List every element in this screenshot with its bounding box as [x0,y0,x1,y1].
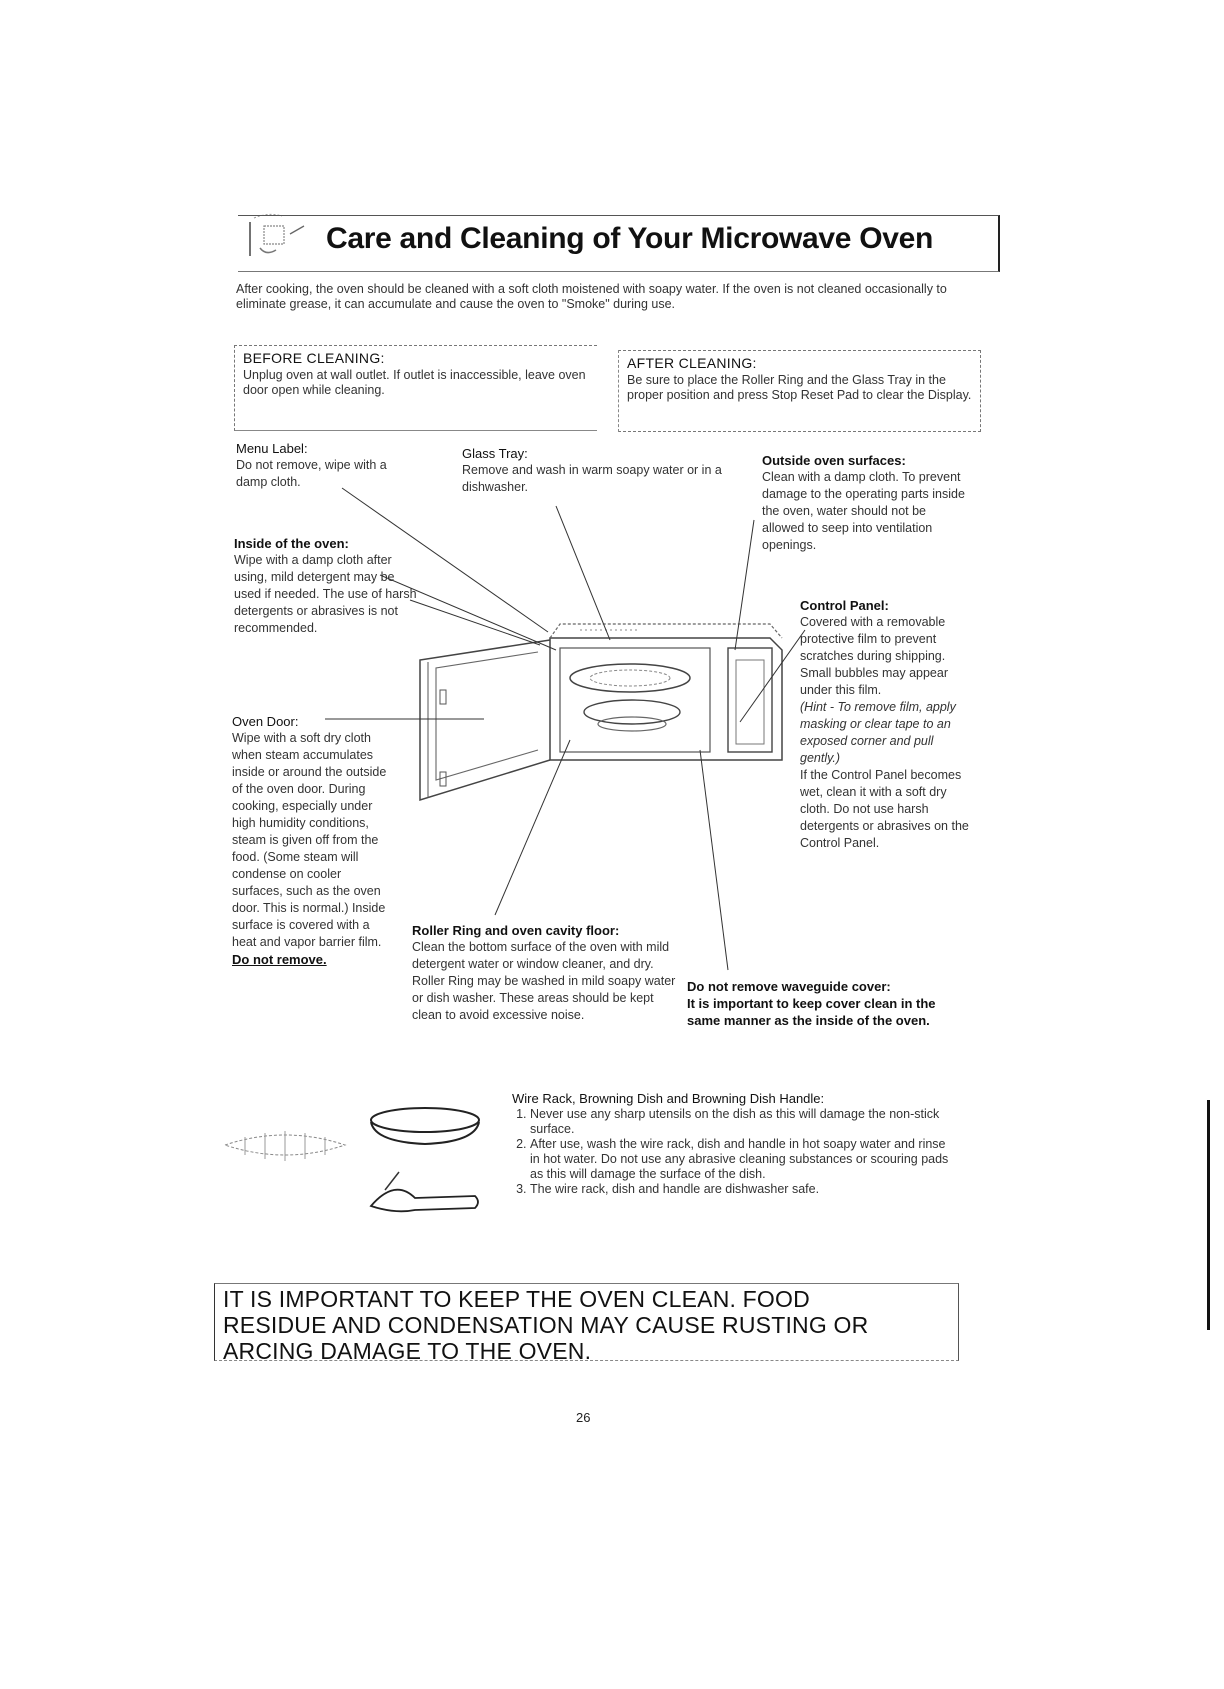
oven-door-heading: Oven Door: [232,714,299,729]
browning-dish-icon [365,1098,485,1158]
roller-ring-text: Clean the bottom surface of the oven with mild detergent water or window cleaner, and dry. Roller Ring may be washed in mild soapy water or dish washer. These areas should be kept clean to avoid excessive noise. [412,940,676,1022]
after-cleaning-text: Be sure to place the Roller Ring and the Glass Tray in the proper position and press Stop Reset Pad to clear the Display. [627,373,972,402]
microwave-illustration [410,600,790,810]
wire-rack-section [512,1090,952,1197]
wire-rack-icon [215,1115,355,1175]
outside-surfaces-section [762,452,967,554]
outside-surfaces-text: Clean with a damp cloth. To prevent damage to the operating parts inside the oven, water should not be allowed to seep into ventilation openings. [762,470,965,552]
waveguide-text: It is important to keep cover clean in the same manner as the inside of the oven. [687,996,936,1028]
menu-label-heading: Menu Label: [236,441,308,456]
intro-paragraph: After cooking, the oven should be cleaned with a soft cloth moistened with soapy water. If the oven is not cleaned occasionally to eliminate grease, it can accumulate and cause the oven to "Smoke" during use. [236,282,947,311]
oven-door-emphasis: Do not remove. [232,952,327,967]
waveguide-section [687,978,957,1029]
before-cleaning-text: Unplug oven at wall outlet. If outlet is inaccessible, leave oven door open while cleaning. [243,368,586,397]
warning-box [214,1283,959,1364]
warning-line-2: RESIDUE AND CONDENSATION MAY CAUSE RUSTING OR [223,1312,869,1338]
waveguide-heading: Do not remove waveguide cover: [687,979,891,994]
glass-tray-heading: Glass Tray: [462,446,528,461]
control-panel-heading: Control Panel: [800,598,889,613]
before-cleaning-box [234,345,597,431]
control-panel-wet-text: If the Control Panel becomes wet, clean it with a soft dry cloth. Do not use harsh detergents or abrasives on the Control Panel. [800,768,969,850]
inside-oven-text: Wipe with a damp cloth after using, mild detergent may be used if needed. The use of harsh detergents or abrasives is not recommended. [234,553,417,635]
warning-line-3: ARCING DAMAGE TO THE OVEN. [223,1338,592,1364]
dish-handle-icon [365,1168,485,1218]
list-item: 1. Never use any sharp utensils on the dish as this will damage the non-stick surface. [530,1107,952,1137]
inside-oven-heading: Inside of the oven: [234,536,349,551]
control-panel-text: Covered with a removable protective film to prevent scratches during shipping. Small bubbles may appear under this film. [800,615,948,697]
control-panel-section [800,597,970,852]
menu-label-section [236,440,411,491]
oven-door-text: Wipe with a soft dry cloth when steam accumulates inside or around the outside of the oven door. During cooking, especially under high humidity conditions, steam is given off from the food. (Some steam will condense on cooler surfaces, such as the oven door. This is normal.) Inside surface is covered with a heat and vapor barrier film. [232,731,387,949]
menu-label-text: Do not remove, wipe with a damp cloth. [236,458,387,489]
page-title: Care and Cleaning of Your Microwave Oven [326,222,934,255]
wire-rack-list [512,1107,952,1197]
inside-oven-section [234,535,424,637]
roller-ring-heading: Roller Ring and oven cavity floor: [412,923,620,938]
list-item: 2. After use, wash the wire rack, dish and handle in hot soapy water and rinse in hot water. Do not use any abrasive cleaning substances or scouring pads as this will damage the surface of the dish. [530,1137,952,1182]
outside-surfaces-heading: Outside oven surfaces: [762,453,906,468]
warning-line-1: IT IS IMPORTANT TO KEEP THE OVEN CLEAN. FOOD [223,1286,810,1312]
roller-ring-section [412,922,680,1024]
list-item: 3. The wire rack, dish and handle are dishwasher safe. [530,1182,952,1197]
after-cleaning-box [618,350,981,432]
oven-door-section [232,713,392,968]
control-panel-hint: (Hint - To remove film, apply masking or clear tape to an exposed corner and pull gently.) [800,700,956,765]
glass-tray-section [462,445,722,496]
wire-rack-heading: Wire Rack, Browning Dish and Browning Dish Handle: [512,1091,825,1106]
page-number: 26 [576,1410,591,1425]
scan-edge-bar [1207,1100,1210,1330]
glass-tray-text: Remove and wash in warm soapy water or in a dishwasher. [462,463,722,494]
before-cleaning-heading: BEFORE CLEANING: [243,350,385,366]
after-cleaning-heading: AFTER CLEANING: [627,355,757,371]
